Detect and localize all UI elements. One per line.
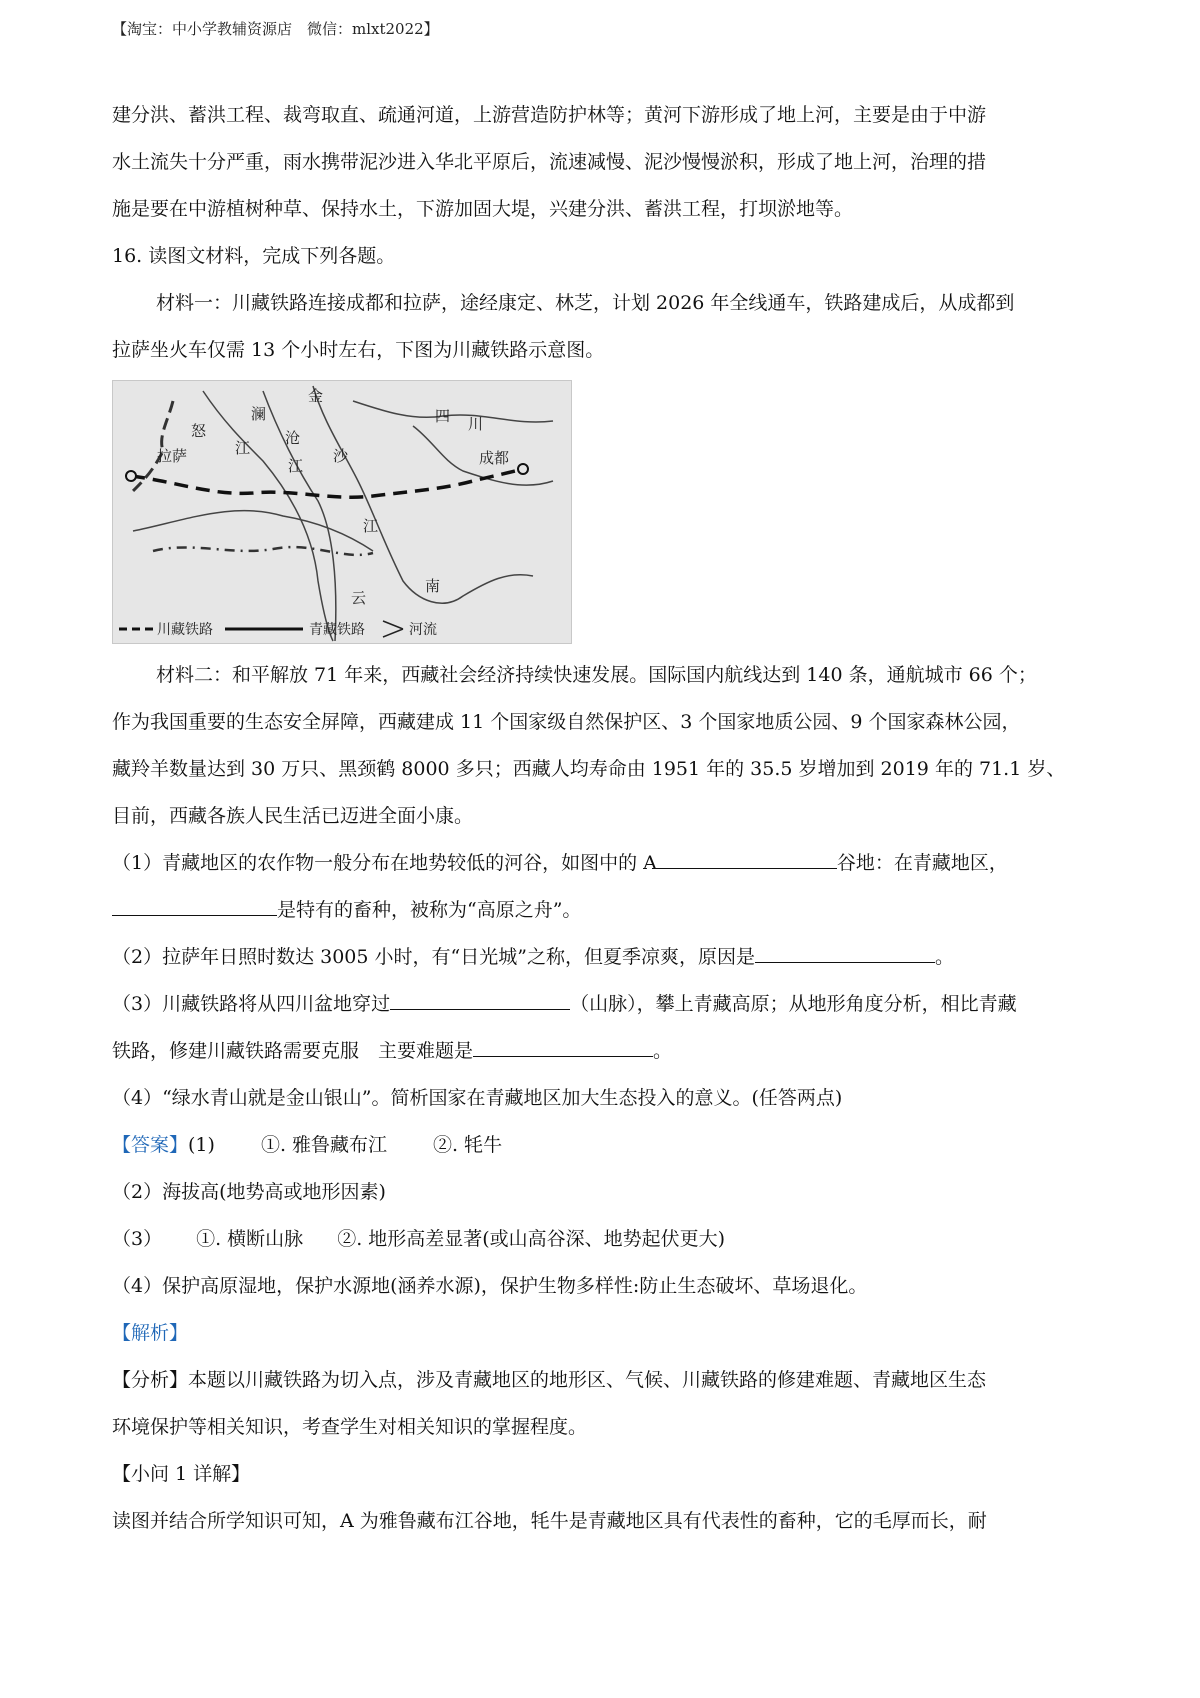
map-label: 成都 xyxy=(479,449,510,467)
map-label: 南 xyxy=(425,577,441,595)
map-label: 澜 xyxy=(251,405,267,423)
analysis-tag: 【解析】 xyxy=(112,1322,189,1344)
answer-line-4: （4）保护高原湿地，保护水源地(涵养水源)，保护生物多样性:防止生态破坏、草场退化。 xyxy=(112,1275,868,1297)
map-label: 沧 xyxy=(285,429,301,447)
analysis-line: 环境保护等相关知识，考查学生对相关知识的掌握程度。 xyxy=(112,1416,588,1438)
map-label: 云 xyxy=(351,589,367,607)
map-label: 江 xyxy=(363,517,379,535)
q3-text: （山脉），攀上青藏高原；从地形角度分析，相比青藏 xyxy=(570,993,1017,1015)
q3-text: 铁路，修建川藏铁路需要克服 主要难题是 xyxy=(112,1040,474,1062)
material-1-line: 拉萨坐火车仅需 13 个小时左右，下图为川藏铁路示意图。 xyxy=(112,339,605,361)
answer-line-2: （2）海拔高(地势高或地形因素) xyxy=(112,1181,386,1203)
answer-blank xyxy=(657,846,837,869)
q3-text: （3）川藏铁路将从四川盆地穿过 xyxy=(112,993,391,1015)
answer-blank xyxy=(390,987,570,1010)
chengdu-marker xyxy=(518,464,528,474)
subquestion-1-cont xyxy=(112,887,1102,934)
map-label: 拉萨 xyxy=(157,447,188,465)
material-2-line: 作为我国重要的生态安全屏障，西藏建成 11 个国家级自然保护区、3 个国家地质公园、9 个国家森林公园， xyxy=(112,711,1021,733)
answer-text: (1) xyxy=(188,1134,215,1156)
answer-blank xyxy=(755,940,935,963)
analysis-line: 【分析】本题以川藏铁路为切入点，涉及青藏地区的地形区、气候、川藏铁路的修建难题、青藏地区生态 xyxy=(112,1369,987,1391)
legend-sichuan-tibet-label: 川藏铁路 xyxy=(157,622,213,638)
answer-text: ②. 地形高差显著(或山高谷深、地势起伏更大) xyxy=(337,1228,726,1250)
page-header: 【淘宝：中小学教辅资源店 微信：mlxt2022】 xyxy=(112,20,439,38)
subquestion-3-cont xyxy=(112,1028,1102,1075)
answer-tag: 【答案】 xyxy=(112,1134,189,1156)
q3-text: 。 xyxy=(653,1040,673,1062)
answer-blank xyxy=(112,893,277,916)
answer-blank xyxy=(473,1034,653,1057)
q1-text: 谷地：在青藏地区， xyxy=(836,852,1008,874)
q1-text: （1）青藏地区的农作物一般分布在地势较低的河谷，如图中的 A xyxy=(112,852,657,874)
map-label: 江 xyxy=(235,439,251,457)
q2-text: （2）拉萨年日照时数达 3005 小时，有“日光城”之称，但夏季凉爽，原因是 xyxy=(112,946,755,968)
map-label: 川 xyxy=(468,415,484,433)
map-figure xyxy=(113,381,571,643)
map-label: 怒 xyxy=(191,422,207,440)
legend-qinghai-tibet-label: 青藏铁路 xyxy=(309,622,365,638)
legend-river-label: 河流 xyxy=(409,622,437,638)
subquestion-2 xyxy=(112,934,1102,981)
document-body xyxy=(112,92,1102,1545)
material-1-line: 材料一：川藏铁路连接成都和拉萨，途经康定、林芝，计划 2026 年全线通车，铁路建成后，从成都到 xyxy=(156,292,1015,314)
map-label: 江 xyxy=(288,457,304,475)
question-title: 16. 读图文材料，完成下列各题。 xyxy=(112,245,396,267)
sichuan-tibet-railway-map xyxy=(112,380,572,644)
q2-text: 。 xyxy=(934,946,954,968)
prev-answer-line: 建分洪、蓄洪工程、裁弯取直、疏通河道，上游营造防护林等；黄河下游形成了地上河，主要是由于中游 xyxy=(112,104,987,126)
answer-text: ②. 牦牛 xyxy=(433,1134,503,1156)
map-label: 金 xyxy=(308,387,324,405)
map-label: 沙 xyxy=(333,447,349,465)
map-label: 四 xyxy=(435,407,451,425)
material-2-line: 材料二：和平解放 71 年来，西藏社会经济持续快速发展。国际国内航线达到 140 条，通航城市 66 个； xyxy=(156,664,1037,686)
material-2-line: 藏羚羊数量达到 30 万只、黑颈鹤 8000 多只；西藏人均寿命由 1951 年的 35.5 岁增加到 2019 年的 71.1 岁、 xyxy=(112,758,1066,780)
answer-text: （3） xyxy=(112,1228,163,1250)
lhasa-marker xyxy=(126,471,136,481)
answer-line-3 xyxy=(112,1216,1102,1263)
answer-line-1 xyxy=(112,1122,1102,1169)
q1-text: 是特有的畜种，被称为“高原之舟”。 xyxy=(277,899,582,921)
answer-text: ①. 雅鲁藏布江 xyxy=(260,1134,388,1156)
prev-answer-line: 施是要在中游植树种草、保持水土，下游加固大堤，兴建分洪、蓄洪工程，打坝淤地等。 xyxy=(112,198,854,220)
analysis-line: 读图并结合所学知识可知，A 为雅鲁藏布江谷地，牦牛是青藏地区具有代表性的畜种，它的毛厚而长，耐 xyxy=(112,1510,987,1532)
subquestion-1 xyxy=(112,840,1102,887)
subquestion-1-detail-title: 【小问 1 详解】 xyxy=(112,1463,251,1485)
subquestion-4: （4）“绿水青山就是金山银山”。简析国家在青藏地区加大生态投入的意义。(任答两点) xyxy=(112,1087,843,1109)
material-2-line: 目前，西藏各族人民生活已迈进全面小康。 xyxy=(112,805,474,827)
subquestion-3 xyxy=(112,981,1102,1028)
answer-text: ①. 横断山脉 xyxy=(196,1228,304,1250)
prev-answer-line: 水土流失十分严重，雨水携带泥沙进入华北平原后，流速减慢、泥沙慢慢淤积，形成了地上河，治理的措 xyxy=(112,151,987,173)
